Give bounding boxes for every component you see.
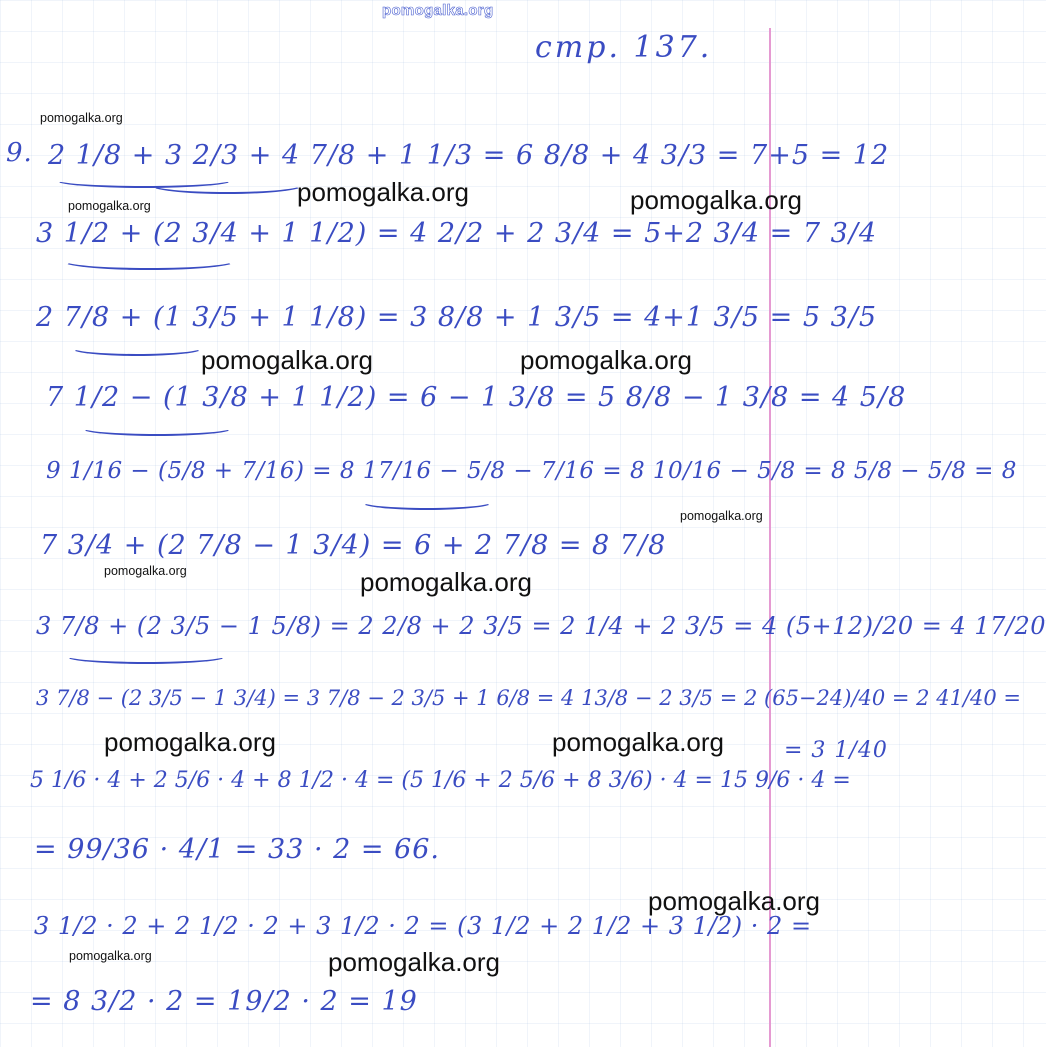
page-header: стр. 137. bbox=[535, 30, 713, 65]
watermark-small: pomogalka.org bbox=[40, 111, 123, 125]
equation-line: 2 1/8 + 3 2/3 + 4 7/8 + 1 1/3 = 6 8/8 + 4 3/3 = 7+5 = 12 bbox=[48, 140, 890, 171]
grouping-arc bbox=[80, 420, 234, 436]
watermark-large: pomogalka.org bbox=[520, 345, 692, 375]
watermark-large: pomogalka.org bbox=[104, 727, 276, 757]
watermark-top: pomogalka.org bbox=[382, 2, 494, 19]
watermark-large: pomogalka.org bbox=[552, 727, 724, 757]
watermark-small: pomogalka.org bbox=[104, 564, 187, 578]
equation-line: 3 1/2 · 2 + 2 1/2 · 2 + 3 1/2 · 2 = (3 1/2 + 2 1/2 + 3 1/2) · 2 = bbox=[34, 912, 812, 940]
equation-line: 7 1/2 − (1 3/8 + 1 1/2) = 6 − 1 3/8 = 5 8/8 − 1 3/8 = 4 5/8 bbox=[46, 382, 907, 413]
exercise-number: 9. bbox=[6, 138, 33, 168]
watermark-large: pomogalka.org bbox=[360, 567, 532, 597]
grouping-arc bbox=[150, 176, 304, 194]
equation-line: = 3 1/40 bbox=[784, 738, 888, 763]
equation-line: = 8 3/2 · 2 = 19/2 · 2 = 19 bbox=[30, 986, 418, 1017]
watermark-large: pomogalka.org bbox=[648, 886, 820, 916]
equation-line: = 99/36 · 4/1 = 33 · 2 = 66. bbox=[34, 834, 441, 865]
equation-line: 3 1/2 + (2 3/4 + 1 1/2) = 4 2/2 + 2 3/4 = 5+2 3/4 = 7 3/4 bbox=[36, 218, 878, 249]
grouping-arc bbox=[62, 252, 236, 270]
equation-line: 2 7/8 + (1 3/5 + 1 1/8) = 3 8/8 + 1 3/5 = 4+1 3/5 = 5 3/5 bbox=[36, 302, 878, 333]
equation-line: 3 7/8 + (2 3/5 − 1 5/8) = 2 2/8 + 2 3/5 = 2 1/4 + 2 3/5 = 4 (5+12)/20 = 4 17/20 bbox=[36, 612, 1046, 640]
watermark-small: pomogalka.org bbox=[68, 199, 151, 213]
watermark-large: pomogalka.org bbox=[297, 177, 469, 207]
watermark-small: pomogalka.org bbox=[69, 949, 152, 963]
grouping-arc bbox=[70, 340, 204, 356]
watermark-large: pomogalka.org bbox=[201, 345, 373, 375]
equation-line: 3 7/8 − (2 3/5 − 1 3/4) = 3 7/8 − 2 3/5 + 1 6/8 = 4 13/8 − 2 3/5 = 2 (65−24)/40 = 2 41/40 = bbox=[36, 686, 1022, 710]
watermark-small: pomogalka.org bbox=[680, 509, 763, 523]
grouping-arc bbox=[360, 494, 494, 510]
watermark-large: pomogalka.org bbox=[328, 947, 500, 977]
grouping-arc bbox=[64, 648, 228, 664]
equation-line: 9 1/16 − (5/8 + 7/16) = 8 17/16 − 5/8 − 7/16 = 8 10/16 − 5/8 = 8 5/8 − 5/8 = 8 bbox=[46, 458, 1017, 484]
equation-line: 5 1/6 · 4 + 2 5/6 · 4 + 8 1/2 · 4 = (5 1/6 + 2 5/6 + 8 3/6) · 4 = 15 9/6 · 4 = bbox=[30, 768, 851, 793]
watermark-large: pomogalka.org bbox=[630, 185, 802, 215]
equation-line: 7 3/4 + (2 7/8 − 1 3/4) = 6 + 2 7/8 = 8 7/8 bbox=[40, 530, 667, 561]
